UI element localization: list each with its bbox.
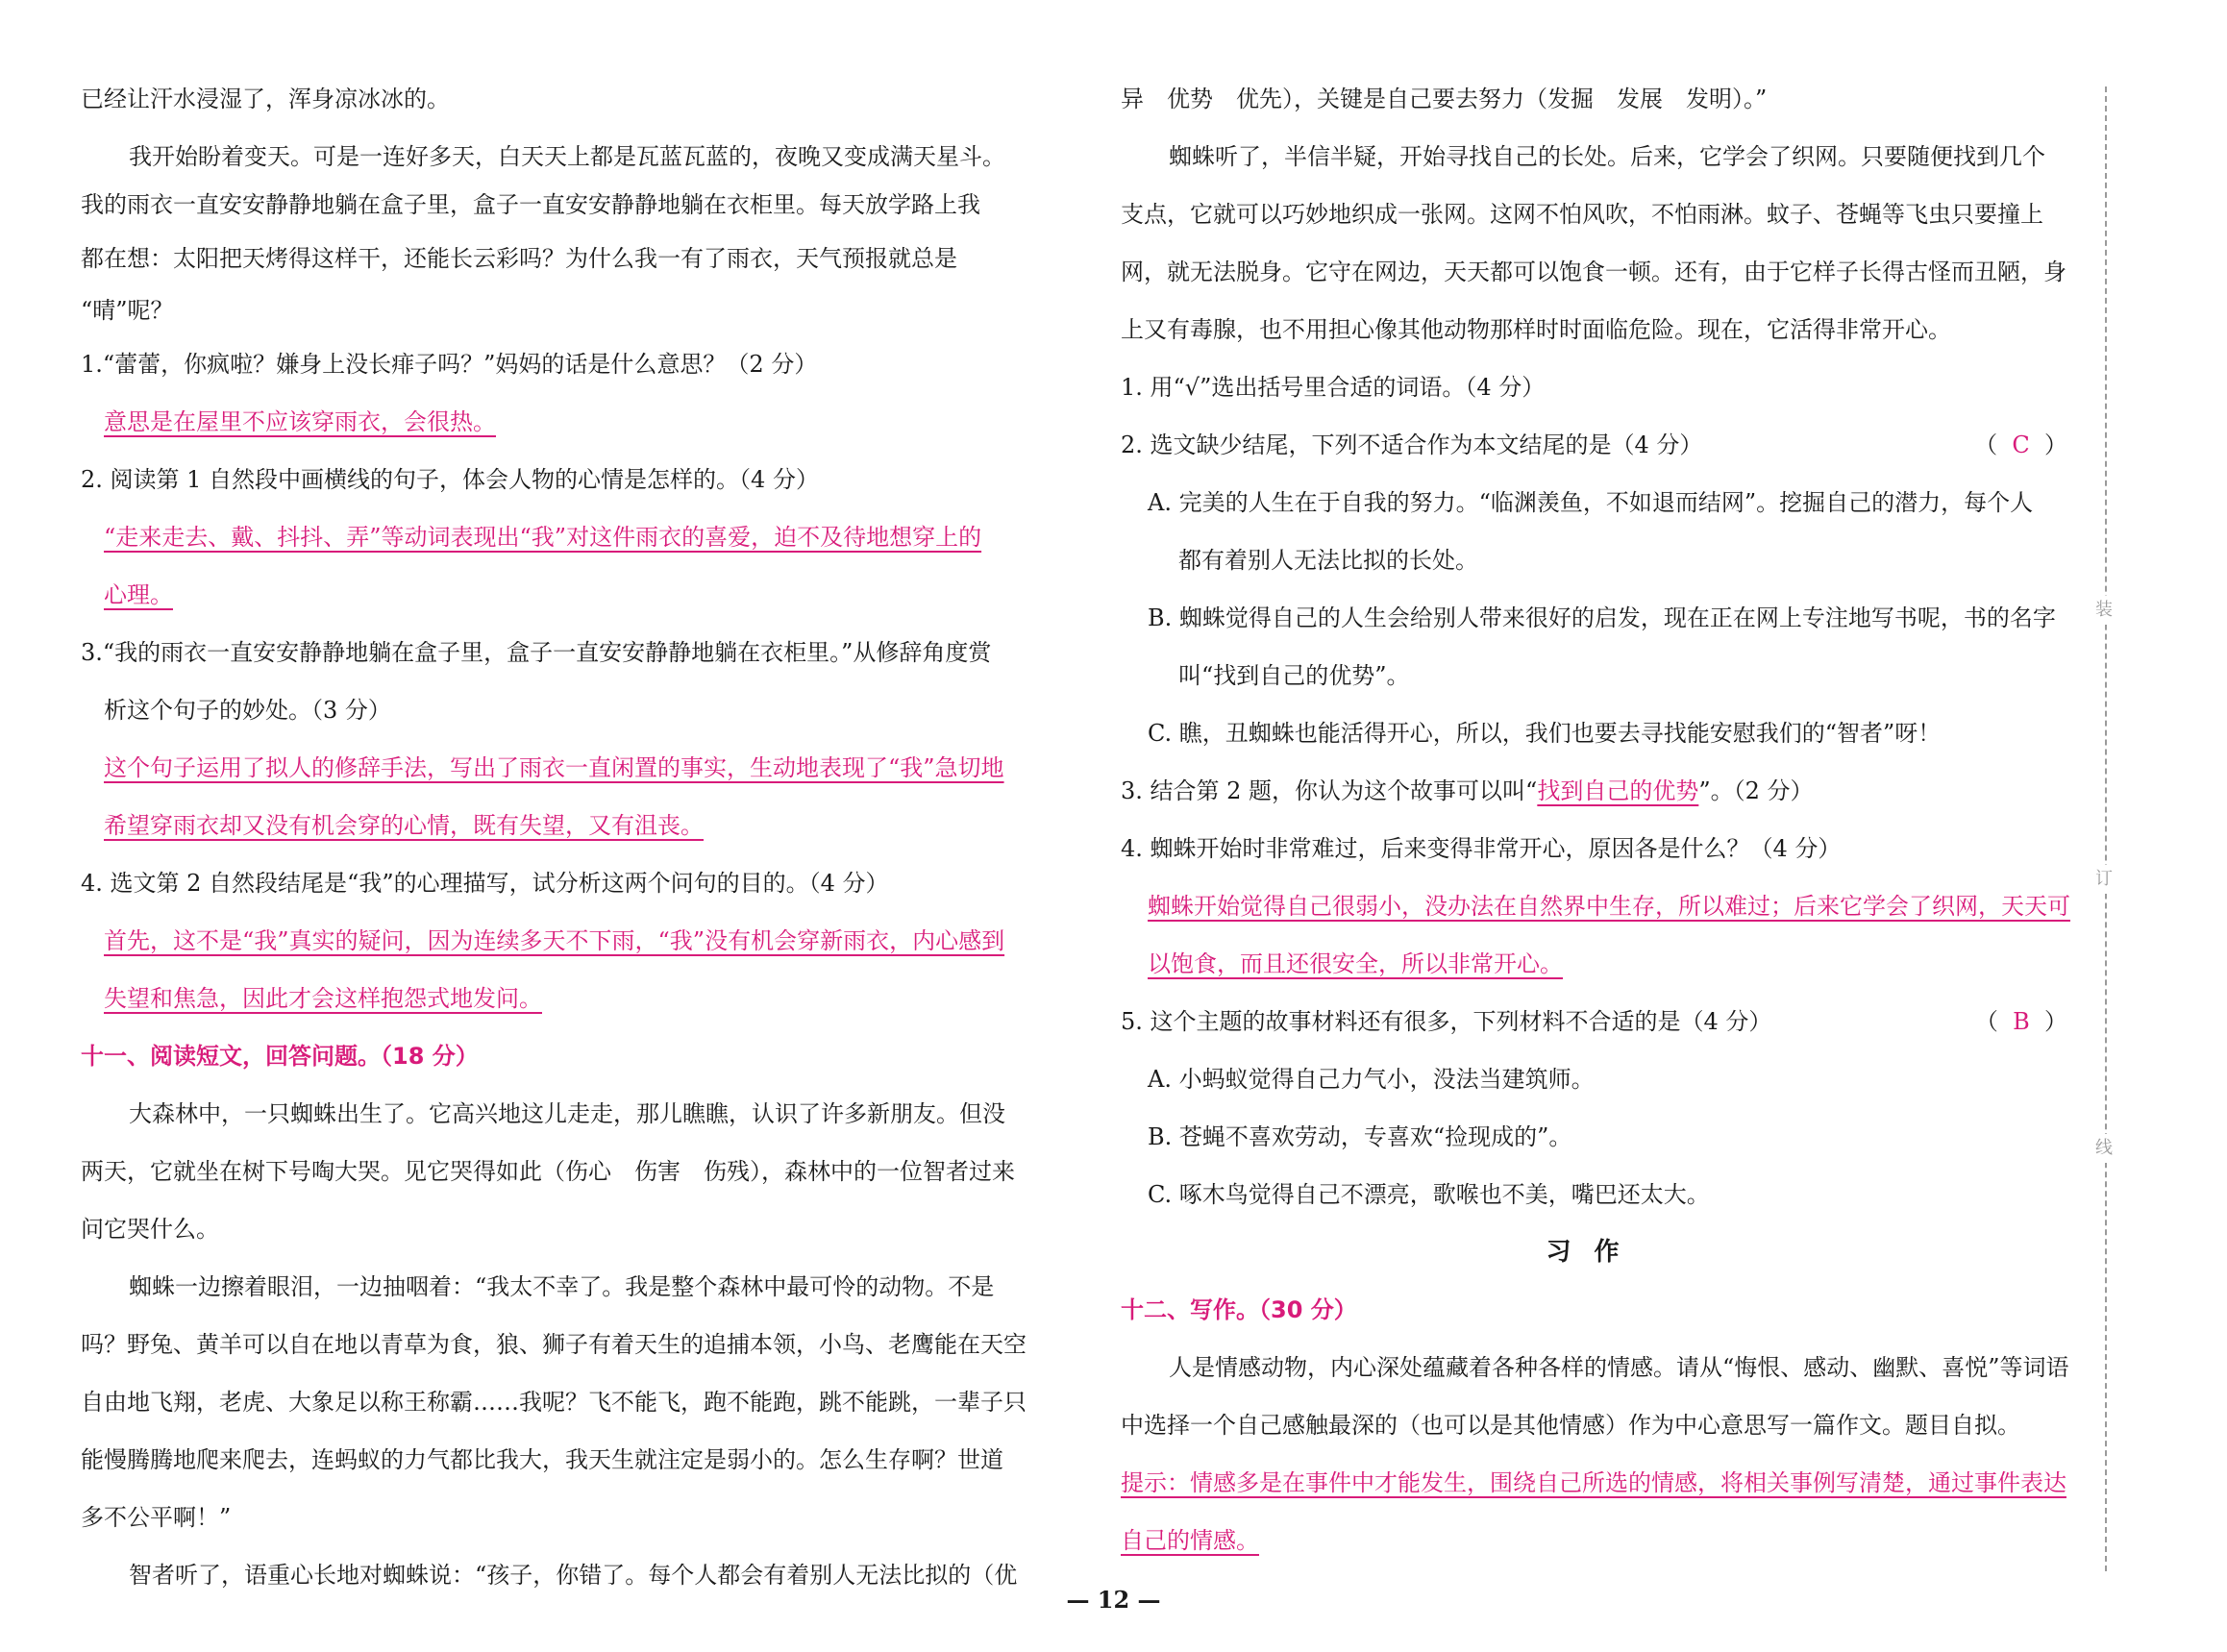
text-line: 问它哭什么。 — [81, 1216, 219, 1243]
binding-char: 线 — [2090, 1134, 2118, 1163]
text-line: 我开始盼着变天。可是一连好多天，白天天上都是瓦蓝瓦蓝的，夜晚又变成满天星斗。 — [129, 143, 1005, 170]
answer-r4-cont: 以饱食，而且还很安全，所以非常开心。 — [1148, 950, 1563, 977]
text-line: 两天，它就坐在树下号啕大哭。见它哭得如此（伤心 伤害 伤残），森林中的一位智者过来 — [81, 1158, 1015, 1185]
question-2: 2. 阅读第 1 自然段中画横线的句子，体会人物的心情是怎样的。（4 分） — [81, 466, 819, 493]
question-r4: 4. 蜘蛛开始时非常难过，后来变得非常开心，原因各是什么？（4 分） — [1121, 835, 1842, 862]
hint-line: 提示：情感多是在事件中才能发生，围绕自己所选的情感，将相关事例写清楚，通过事件表达 — [1121, 1469, 2066, 1496]
question-r5: 5. 这个主题的故事材料还有很多，下列材料不合适的是（4 分） （ B ） — [1121, 1005, 2067, 1038]
answer-bracket: （ C ） — [1974, 431, 2067, 458]
answer-2: “走来走去、戴、抖抖、弄”等动词表现出“我”对这件雨衣的喜爱，迫不及待地想穿上的 — [104, 524, 982, 551]
answer-r3: 找到自己的优势 — [1537, 777, 1699, 804]
text-line: 异 优势 优先），关键是自己要去努力（发掘 发展 发明）。” — [1121, 86, 1768, 112]
answer-4: 首先，这不是“我”真实的疑问，因为连续多天不下雨，“我”没有机会穿新雨衣，内心感到 — [104, 927, 1005, 954]
text-line: 人是情感动物，内心深处蕴藏着各种各样的情感。请从“悔恨、感动、幽默、喜悦”等词语 — [1169, 1354, 2069, 1381]
binding-char: 订 — [2090, 865, 2118, 894]
text-line: 能慢腾腾地爬来爬去，连蚂蚁的力气都比我大，我天生就注定是弱小的。怎么生存啊？世道 — [81, 1446, 1003, 1473]
text-line: 已经让汗水浸湿了，浑身凉冰冰的。 — [81, 86, 450, 112]
option-c: C. 啄木鸟觉得自己不漂亮，歌喉也不美，嘴巴还太大。 — [1148, 1181, 1710, 1208]
answer-2-cont: 心理。 — [104, 581, 173, 608]
binding-char: 装 — [2090, 596, 2118, 625]
question-3: 3.“我的雨衣一直安安静静地躺在盒子里，盒子一直安安静静地躺在衣柜里。”从修辞角度赏 — [81, 639, 992, 666]
answer-1: 意思是在屋里不应该穿雨衣，会很热。 — [104, 408, 496, 435]
section-12-heading: 十二、写作。（30 分） — [1121, 1296, 1357, 1323]
question-3-cont: 析这个句子的妙处。（3 分） — [104, 697, 391, 724]
option-a: A. 小蚂蚁觉得自己力气小，没法当建筑师。 — [1148, 1066, 1595, 1093]
text-line: 吗？野兔、黄羊可以自在地以青草为食，狼、狮子有着天生的追捕本领，小鸟、老鹰能在天空 — [81, 1331, 1027, 1358]
text-line: 蜘蛛一边擦着眼泪，一边抽咽着：“我太不幸了。我是整个森林中最可怜的动物。不是 — [129, 1273, 995, 1300]
text-line: 网，就无法脱身。它守在网边，天天都可以饱食一顿。还有，由于它样子长得古怪而丑陋，身 — [1121, 259, 2066, 285]
text-line: 多不公平啊！” — [81, 1504, 232, 1531]
question-4: 4. 选文第 2 自然段结尾是“我”的心理描写，试分析这两个问句的目的。（4 分） — [81, 870, 889, 897]
option-a-cont: 都有着别人无法比拟的长处。 — [1178, 547, 1478, 574]
option-b-cont: 叫“找到自己的优势”。 — [1178, 662, 1410, 689]
option-a: A. 完美的人生在于自我的努力。“临渊羡鱼，不如退而结网”。挖掘自己的潜力，每个人 — [1148, 489, 2034, 516]
text-line: 自由地飞翔，老虎、大象足以称王称霸……我呢？飞不能飞，跑不能跑，跳不能跳，一辈子只 — [81, 1389, 1027, 1416]
option-b: B. 蜘蛛觉得自己的人生会给别人带来很好的启发，现在正在网上专注地写书呢，书的名字 — [1148, 604, 2056, 631]
text-line: 我的雨衣一直安安静静地躺在盒子里，盒子一直安安静静地躺在衣柜里。每天放学路上我 — [81, 191, 980, 218]
hint-line-cont: 自己的情感。 — [1121, 1527, 1259, 1554]
answer-r4: 蜘蛛开始觉得自己很弱小，没办法在自然界中生存，所以难过；后来它学会了织网，天天可 — [1148, 893, 2070, 920]
answer-letter: B — [2013, 1008, 2030, 1035]
question-r1: 1. 用“√”选出括号里合适的词语。（4 分） — [1121, 374, 1546, 401]
text-line: “晴”呢？ — [81, 297, 174, 324]
text-line: 蜘蛛听了，半信半疑，开始寻找自己的长处。后来，它学会了织网。只要随便找到几个 — [1169, 143, 2045, 170]
page-number: — 12 — — [1066, 1586, 1161, 1614]
answer-4-cont: 失望和焦急，因此才会这样抱怨式地发问。 — [104, 985, 542, 1012]
answer-bracket: （ B ） — [1974, 1008, 2067, 1035]
answer-3-cont: 希望穿雨衣却又没有机会穿的心情，既有失望，又有沮丧。 — [104, 812, 704, 839]
text-line: 支点，它就可以巧妙地织成一张网。这网不怕风吹，不怕雨淋。蚊子、苍蝇等飞虫只要撞上 — [1121, 201, 2043, 228]
answer-3: 这个句子运用了拟人的修辞手法，写出了雨衣一直闲置的事实，生动地表现了“我”急切地 — [104, 754, 1004, 781]
text-line: 中选择一个自己感触最深的（也可以是其他情感）作为中心意思写一篇作文。题目自拟。 — [1121, 1412, 2020, 1439]
text-line: 智者听了，语重心长地对蜘蛛说：“孩子，你错了。每个人都会有着别人无法比拟的（优 — [129, 1562, 1018, 1589]
text-line: 上又有毒腺，也不用担心像其他动物那样时时面临危险。现在，它活得非常开心。 — [1121, 316, 1951, 343]
option-b: B. 苍蝇不喜欢劳动，专喜欢“捡现成的”。 — [1148, 1123, 1572, 1150]
binding-dashed-line — [2105, 86, 2107, 1571]
question-r3: 3. 结合第 2 题，你认为这个故事可以叫“找到自己的优势”。（2 分） — [1121, 777, 1814, 804]
section-11-heading: 十一、阅读短文，回答问题。（18 分） — [81, 1043, 479, 1070]
text-line: 都在想：太阳把天烤得这样干，还能长云彩吗？为什么我一有了雨衣，天气预报就总是 — [81, 245, 957, 272]
option-c: C. 瞧，丑蜘蛛也能活得开心，所以，我们也要去寻找能安慰我们的“智者”呀！ — [1148, 720, 1942, 747]
text-line: 大森林中，一只蜘蛛出生了。它高兴地这儿走走，那儿瞧瞧，认识了许多新朋友。但没 — [129, 1100, 1005, 1127]
section-title-xizuo: 习作 — [1546, 1238, 1643, 1267]
answer-letter: C — [2012, 431, 2030, 458]
question-1: 1.“蕾蕾，你疯啦？嫌身上没长痱子吗？”妈妈的话是什么意思？（2 分） — [81, 351, 818, 378]
question-r2: 2. 选文缺少结尾，下列不适合作为本文结尾的是（4 分） （ C ） — [1121, 429, 2067, 461]
